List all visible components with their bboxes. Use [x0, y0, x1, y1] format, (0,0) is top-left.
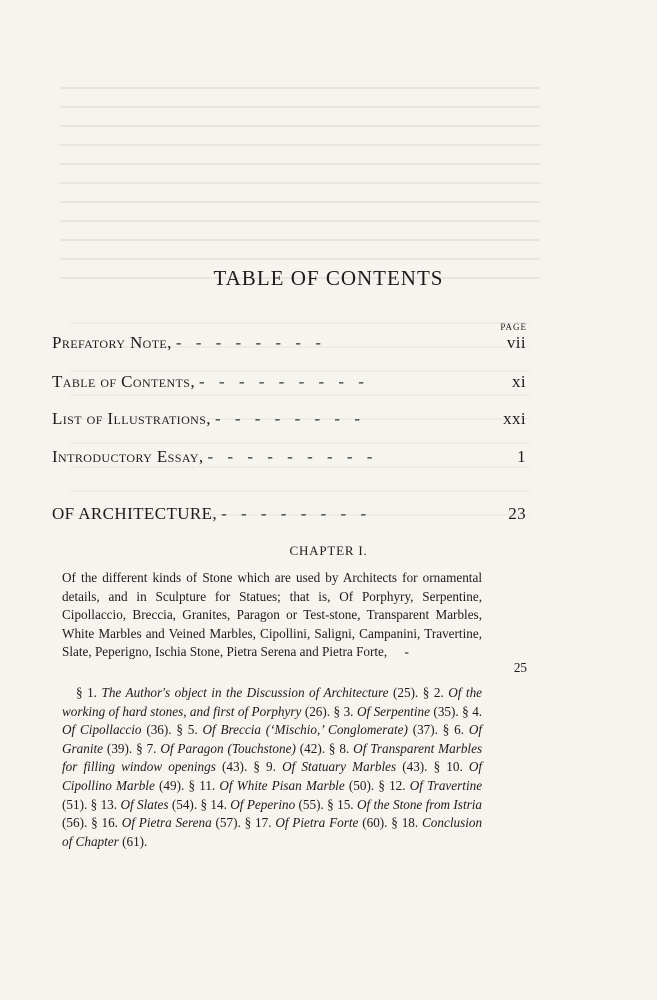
page-title: TABLE OF CONTENTS: [213, 266, 444, 290]
toc-leader: - - - - - - - - -: [207, 447, 378, 466]
chapter-heading: CHAPTER I.: [289, 543, 368, 558]
toc-entry-page: vii: [506, 333, 526, 352]
page-column-heading: PAGE: [500, 322, 527, 332]
section-page: (36).: [146, 722, 172, 738]
section-number: § 11.: [188, 777, 216, 793]
section-page: (35).: [433, 703, 459, 719]
section-title: The Author's object in the Discussion of Architecture: [101, 685, 389, 700]
section-entry: [188, 778, 374, 793]
section-number: § 1.: [76, 685, 97, 700]
section-title: Of the working of hard stones, and first of Porphyry: [62, 685, 483, 719]
section-title: Of White Pisan Marble: [219, 777, 345, 793]
chapter-summary-text: Of the different kinds of Stone which are used by Architects for ornamental details, and in Sculpture for Statues; that is, Of Porphyry, Serpentine, Cipollaccio, Breccia, Granites, Paragon or Test-stone, Transparent Marbles, White Marbles and Veined Marbles, Cipollini, Saligni, Campanini, Travertine, Slate, Peperigno, Ischia Stone, Pietra Serena and Pietra Forte,: [62, 570, 482, 659]
section-title: Conclusion of Chapter: [62, 815, 483, 849]
section-number: § 14.: [200, 796, 227, 812]
section-title: Of Breccia (‘Mischio,’ Conglomerate): [202, 722, 408, 738]
section-page: (55).: [298, 796, 324, 812]
chapter-summary: [62, 569, 482, 662]
chapter-summary-page: 25: [513, 660, 527, 675]
section-entry: [245, 815, 388, 830]
section-page: (37).: [412, 722, 438, 738]
section-title: Of Slates: [120, 796, 169, 812]
section-page: (61).: [122, 833, 148, 849]
section-entry: [176, 722, 438, 737]
section-number: § 17.: [244, 815, 272, 831]
section-page: (43).: [221, 759, 248, 775]
section-page: (56).: [62, 815, 88, 831]
toc-entry: [52, 504, 526, 524]
section-entry: [200, 797, 323, 812]
section-number: § 10.: [433, 759, 463, 775]
section-page: (39).: [106, 740, 133, 756]
toc-entry-label: Prefatory Note,: [52, 333, 172, 352]
section-entry: [91, 797, 197, 812]
toc-leader: - - - - - - - - -: [199, 372, 369, 391]
toc-entry-label: Table of Contents,: [52, 372, 196, 391]
section-title: Of the Stone from Istria: [356, 796, 482, 812]
section-number: § 3.: [333, 703, 354, 719]
section-entry: [136, 741, 325, 756]
section-page: (57).: [215, 815, 241, 831]
toc-leader: - - - - - - - -: [214, 409, 365, 428]
section-number: § 2.: [422, 685, 444, 700]
toc-entry: [52, 409, 526, 429]
toc-entry: [52, 447, 526, 467]
section-entry: [62, 685, 418, 700]
section-number: § 4.: [462, 703, 483, 719]
section-number: § 7.: [136, 740, 157, 756]
section-number: § 12.: [378, 777, 406, 793]
section-title: Of Paragon (Touchstone): [160, 740, 296, 756]
toc-entry-page: xxi: [503, 409, 526, 428]
section-title: Of Serpentine: [356, 703, 430, 719]
section-page: (54).: [171, 796, 198, 812]
toc-entry-page: xi: [511, 372, 526, 391]
section-page: (50).: [348, 777, 375, 793]
section-title: Of Granite: [62, 722, 483, 756]
section-number: § 15.: [327, 796, 354, 812]
section-number: § 8.: [328, 740, 350, 756]
section-page: (42).: [299, 740, 326, 756]
toc-entry-label: Introductory Essay,: [52, 447, 204, 466]
toc-entry-label: OF ARCHITECTURE,: [52, 504, 218, 523]
section-list: [62, 684, 482, 851]
chapter-summary-leader: -: [404, 644, 409, 659]
section-page: (25).: [392, 685, 419, 700]
toc-entry-page: 1: [517, 447, 526, 466]
section-title: Of Cipollaccio: [62, 722, 142, 738]
bleed-through-text: [60, 70, 540, 280]
section-number: § 5.: [176, 722, 198, 738]
section-number: § 9.: [253, 759, 276, 775]
section-title: Of Transparent Marbles for filling window openings: [62, 740, 483, 775]
section-page: (60).: [362, 815, 388, 831]
section-page: (49).: [159, 777, 185, 793]
section-page: (26).: [304, 703, 331, 719]
section-number: § 18.: [391, 815, 419, 831]
section-number: § 6.: [442, 722, 465, 738]
section-entry: [91, 815, 241, 830]
toc-entry-label: List of Illustrations,: [52, 409, 211, 428]
section-page: (43).: [402, 759, 428, 775]
toc-entry-page: 23: [508, 504, 526, 523]
toc-entry: [52, 372, 526, 392]
section-number: § 13.: [90, 796, 118, 812]
section-title: Of Pietra Forte: [275, 815, 359, 831]
section-page: (51).: [62, 796, 88, 812]
toc-entry: [52, 333, 526, 353]
toc-leader: - - - - - - - -: [221, 504, 372, 523]
section-entry: [253, 759, 427, 774]
section-title: Of Cipollino Marble: [62, 759, 483, 793]
section-entry: [334, 704, 459, 719]
section-title: Of Travertine: [409, 777, 483, 793]
toc-leader: - - - - - - - -: [175, 333, 326, 352]
section-title: Of Statuary Marbles: [282, 759, 397, 775]
section-title: Of Pietra Serena: [121, 815, 212, 831]
section-title: Of Peperino: [230, 796, 296, 812]
section-number: § 16.: [91, 815, 118, 831]
